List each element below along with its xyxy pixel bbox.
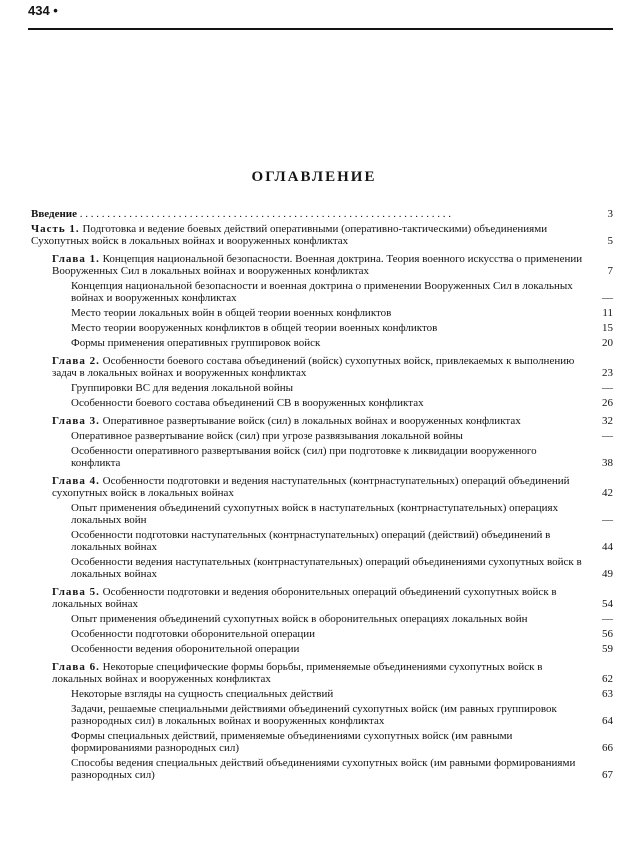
entry-text: Оперативное развертывание войск (сил) при угрозе развязывания локальной войны bbox=[71, 430, 463, 442]
entry-page: 15 bbox=[602, 322, 613, 334]
toc-entry-ch4-2[interactable] bbox=[71, 529, 613, 553]
entry-label: Глава 5. bbox=[52, 586, 100, 598]
entry-text: Концепция национальной безопасности. Военная доктрина. Теория военного искусства о применении Вооруженных Сил в локальных войнах и вооруженных конфликтах bbox=[52, 253, 583, 277]
entry-page: 7 bbox=[607, 265, 613, 277]
entry-text: Место теории вооруженных конфликтов в общей теории военных конфликтов bbox=[71, 322, 438, 334]
table-of-contents bbox=[31, 208, 613, 784]
entry-text: Задачи, решаемые специальными действиями объединений сухопутных войск (им равных группировок разнородных сил) в локальных войнах и вооруженных конфликтах bbox=[71, 703, 557, 727]
entry-label: Глава 2. bbox=[52, 355, 100, 367]
toc-entry-ch1-2[interactable] bbox=[71, 307, 613, 319]
toc-entry-intro[interactable]: Введение . . . . . . . . . . . . . . . . . . . . . . . . . . . . . . . . . . . . . . . . . . . . . . . . . . . . . . . . . . . . . . . . . . . . 3 bbox=[31, 208, 613, 220]
entry-page: 20 bbox=[602, 337, 613, 349]
toc-entry-ch5-1[interactable] bbox=[71, 613, 613, 625]
entry-page: 23 bbox=[602, 367, 613, 379]
entry-page: — bbox=[602, 382, 613, 394]
entry-page: 64 bbox=[602, 715, 613, 727]
entry-page: 54 bbox=[602, 598, 613, 610]
entry-page: 63 bbox=[602, 688, 613, 700]
entry-label: Часть 1. bbox=[31, 223, 80, 235]
entry-label: Глава 4. bbox=[52, 475, 100, 487]
entry-label: Глава 6. bbox=[52, 661, 100, 673]
entry-page: — bbox=[602, 430, 613, 442]
entry-page: 3 bbox=[607, 208, 613, 220]
entry-text: Способы ведения специальных действий объединениями сухопутных войск (им равными формированиями разнородных сил) bbox=[71, 757, 576, 781]
entry-page: 56 bbox=[602, 628, 613, 640]
entry-page: 44 bbox=[602, 541, 613, 553]
toc-entry-ch6[interactable] bbox=[52, 661, 613, 685]
entry-text: Опыт применения объединений сухопутных войск в наступательных (контрнаступательных) операциях локальных войн bbox=[71, 502, 559, 526]
entry-page: 26 bbox=[602, 397, 613, 409]
entry-text: Особенности ведения наступательных (контрнаступательных) операций объединениями сухопутных войск в локальных войнах bbox=[71, 556, 582, 580]
entry-text: Особенности боевого состава объединений СВ в вооруженных конфликтах bbox=[71, 397, 424, 409]
entry-text: Формы специальных действий, применяемые объединениями сухопутных войск (им равными формированиями разнородных сил) bbox=[71, 730, 513, 754]
toc-entry-ch5-3[interactable] bbox=[71, 643, 613, 655]
entry-text: Некоторые взгляды на сущность специальных действий bbox=[71, 688, 334, 700]
toc-entry-ch1-4[interactable] bbox=[71, 337, 613, 349]
entry-page: 11 bbox=[602, 307, 613, 319]
entry-text: Подготовка и ведение боевых действий оперативными (оперативно-тактическими) объединениями Сухопутных войск в локальных войнах и вооруженных конфликтах bbox=[31, 223, 548, 247]
entry-text: Формы применения оперативных группировок войск bbox=[71, 337, 321, 349]
entry-text: Группировки ВС для ведения локальной войны bbox=[71, 382, 294, 394]
entry-page: 67 bbox=[602, 769, 613, 781]
entry-text: Особенности подготовки и ведения оборонительных операций объединений сухопутных войск в локальных войнах bbox=[52, 586, 557, 610]
entry-text: Особенности подготовки и ведения наступательных (контрнаступательных) операций объединений сухопутных войск в локальных войнах bbox=[52, 475, 570, 499]
toc-entry-ch3[interactable] bbox=[52, 415, 613, 427]
entry-page: 38 bbox=[602, 457, 613, 469]
toc-entry-ch4[interactable] bbox=[52, 475, 613, 499]
entry-page: 49 bbox=[602, 568, 613, 580]
toc-entry-ch2-2[interactable] bbox=[71, 397, 613, 409]
toc-entry-ch5[interactable] bbox=[52, 586, 613, 610]
entry-page: 32 bbox=[602, 415, 613, 427]
toc-entry-ch6-1[interactable] bbox=[71, 688, 613, 700]
entry-label: Введение bbox=[31, 208, 78, 220]
toc-entry-ch2-1[interactable] bbox=[71, 382, 613, 394]
toc-entry-ch1-3[interactable] bbox=[71, 322, 613, 334]
toc-entry-ch6-2[interactable] bbox=[71, 703, 613, 727]
entry-page: 59 bbox=[602, 643, 613, 655]
entry-text: Оперативное развертывание войск (сил) в локальных войнах и вооруженных конфликтах bbox=[102, 415, 521, 427]
toc-entry-ch2[interactable] bbox=[52, 355, 613, 379]
toc-entry-ch1-1[interactable] bbox=[71, 280, 613, 304]
entry-page: 5 bbox=[607, 235, 613, 247]
toc-entry-ch3-1[interactable] bbox=[71, 430, 613, 442]
entry-label: Глава 1. bbox=[52, 253, 100, 265]
entry-text: Концепция национальной безопасности и военная доктрина о применении Вооруженных Сил в локальных войнах и вооруженных конфликтах bbox=[71, 280, 573, 304]
toc-entry-ch5-2[interactable] bbox=[71, 628, 613, 640]
toc-entry-ch6-3[interactable] bbox=[71, 730, 613, 754]
entry-text: Место теории локальных войн в общей теории военных конфликтов bbox=[71, 307, 392, 319]
entry-page: — bbox=[602, 292, 613, 304]
entry-text: Особенности ведения оборонительной операции bbox=[71, 643, 300, 655]
toc-entry-part1[interactable] bbox=[31, 223, 613, 247]
entry-text: Особенности боевого состава объединений (войск) сухопутных войск, привлекаемых к выполнению задач в локальных войнах и вооруженных конфликтах bbox=[52, 355, 575, 379]
entry-text: Опыт применения объединений сухопутных войск в оборонительных операциях локальных войн bbox=[71, 613, 528, 625]
entry-page: 42 bbox=[602, 487, 613, 499]
entry-text: Особенности подготовки наступательных (контрнаступательных) операций (действий) объединений в локальных войнах bbox=[71, 529, 551, 553]
toc-entry-ch4-3[interactable] bbox=[71, 556, 613, 580]
entry-text: Особенности оперативного развертывания войск (сил) при подготовке к ликвидации вооруженного конфликта bbox=[71, 445, 537, 469]
toc-entry-ch1[interactable] bbox=[52, 253, 613, 277]
page-number: 434 • bbox=[28, 3, 58, 18]
entry-page: 66 bbox=[602, 742, 613, 754]
entry-text: Некоторые специфические формы борьбы, применяемые объединениями сухопутных войск в локальных войнах и вооруженных конфликтах bbox=[52, 661, 543, 685]
entry-page: — bbox=[602, 613, 613, 625]
entry-page: — bbox=[602, 514, 613, 526]
header-rule bbox=[28, 28, 613, 30]
toc-entry-ch4-1[interactable] bbox=[71, 502, 613, 526]
toc-entry-ch3-2[interactable] bbox=[71, 445, 613, 469]
entry-text: Особенности подготовки оборонительной операции bbox=[71, 628, 316, 640]
entry-label: Глава 3. bbox=[52, 415, 100, 427]
toc-title: ОГЛАВЛЕНИЕ bbox=[251, 169, 377, 185]
entry-page: 62 bbox=[602, 673, 613, 685]
toc-entry-ch6-4[interactable] bbox=[71, 757, 613, 781]
